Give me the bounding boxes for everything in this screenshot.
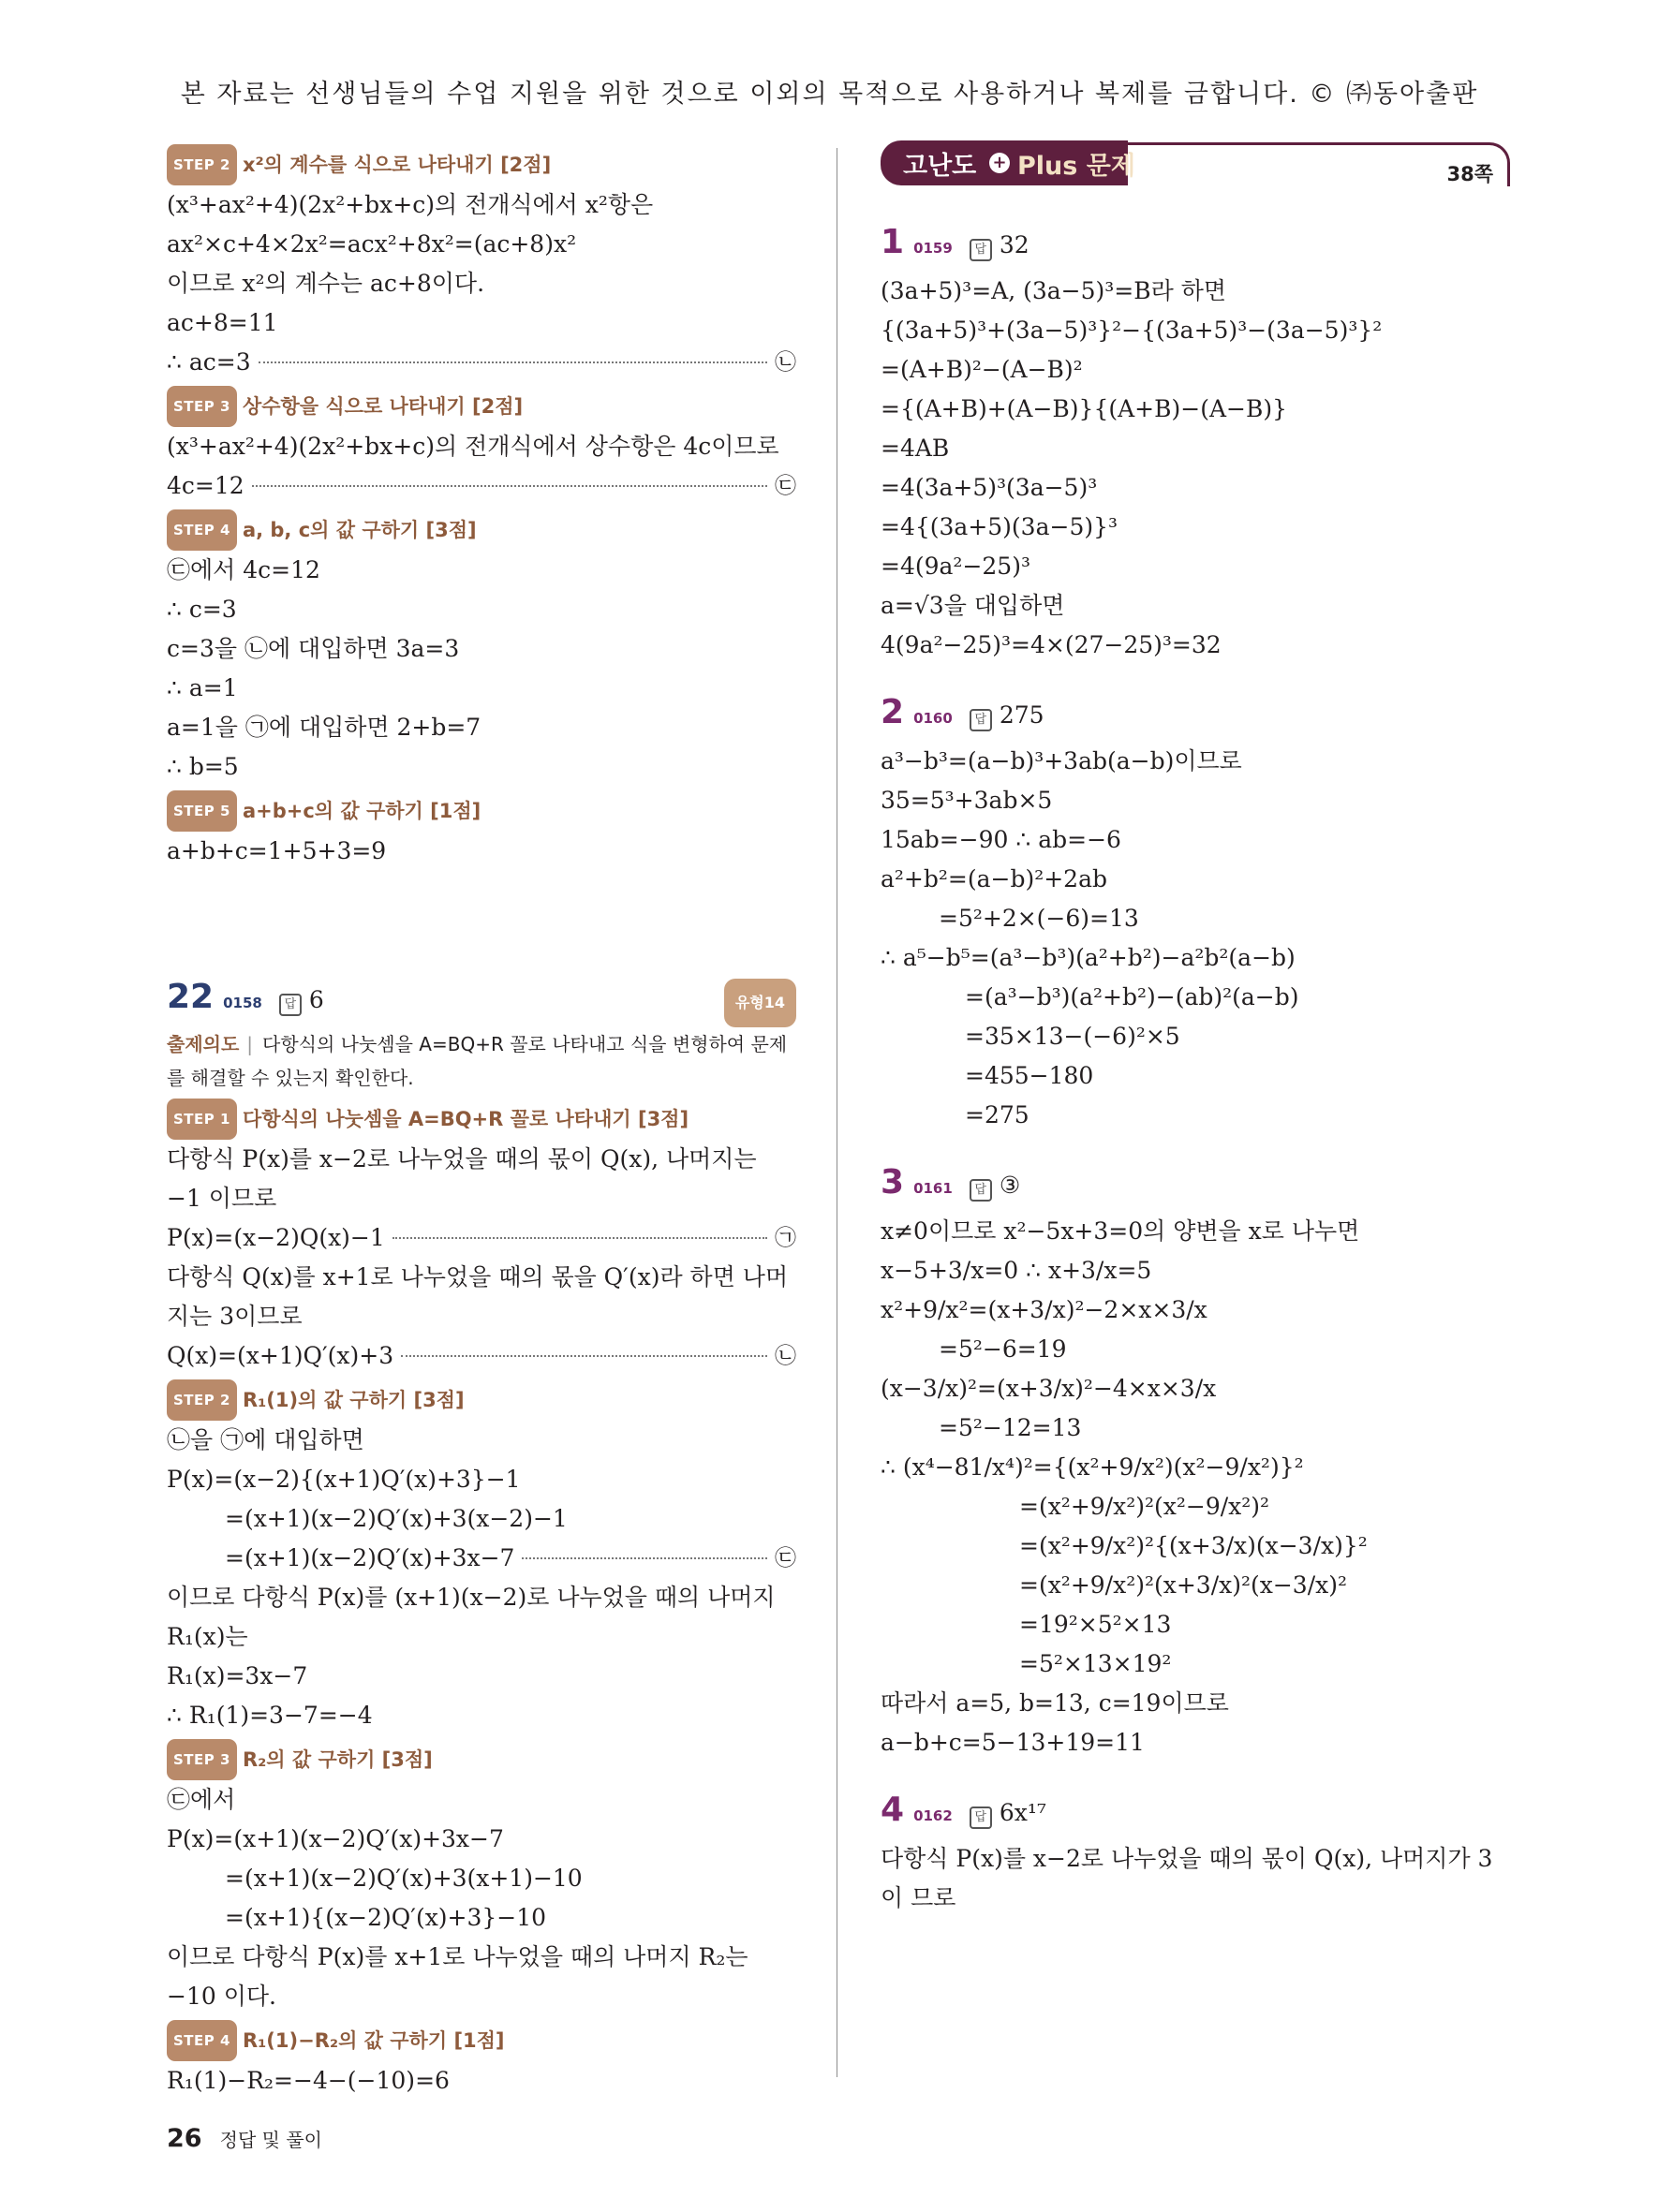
solution-line: 따라서 a=5, b=13, c=19이므로 — [881, 1689, 1229, 1717]
text-line: 다항식 P(x)를 x−2로 나누었을 때의 몫이 Q(x), 나머지는 −1 이므로 — [167, 1145, 757, 1212]
text-line: 이므로 다항식 P(x)를 x+1로 나누었을 때의 나머지 R₂는 −10 이다. — [167, 1943, 748, 2010]
equation-text: P(x)=(x−2)Q(x)−1 — [167, 1224, 385, 1251]
text-line: =(x+1)(x−2)Q′(x)+3(x+1)−10 — [225, 1865, 583, 1892]
text-line: ∴ a=1 — [167, 674, 238, 701]
solution-line: =455−180 — [965, 1062, 1094, 1089]
solution-line: ∴ (x⁴−81/x⁴)²={(x²+9/x²)(x²−9/x²)}² — [881, 1453, 1304, 1481]
question-code: 0160 — [913, 710, 953, 727]
q21-solution-continued — [167, 144, 796, 871]
solution-line: a²+b²=(a−b)²+2ab — [881, 865, 1107, 892]
question-number: 4 — [881, 1791, 905, 1829]
question-number: 2 — [881, 693, 905, 731]
question-number: 3 — [881, 1163, 905, 1202]
question-code: 0161 — [913, 1180, 953, 1197]
page-footer — [167, 2124, 322, 2153]
solution-line: =4AB — [881, 435, 950, 462]
solution-line: 4(9a²−25)³=4×(27−25)³=32 — [881, 631, 1222, 658]
answer-icon: 답 — [279, 994, 302, 1016]
footer-title: 정답 및 풀이 — [219, 2129, 322, 2151]
answer-value: ③ — [999, 1172, 1021, 1199]
text-line: ∴ R₁(1)=3−7=−4 — [167, 1702, 373, 1729]
plus-questions — [881, 219, 1510, 1918]
question-header — [881, 1787, 1510, 1839]
text-line: a+b+c=1+5+3=9 — [167, 837, 387, 864]
text-line: 이므로 다항식 P(x)를 (x+1)(x−2)로 나누었을 때의 나머지 R₁(x)는 — [167, 1584, 776, 1650]
q22-solution — [167, 1099, 796, 2101]
question-1 — [881, 219, 1510, 665]
equation-text: Q(x)=(x+1)Q′(x)+3 — [167, 1342, 394, 1369]
text-line: R₁(x)=3x−7 — [167, 1662, 308, 1689]
solution-line: =5²×13×19² — [1019, 1650, 1172, 1677]
copyright-notice: 본 자료는 선생님들의 수업 지원을 위한 것으로 이외의 목적으로 사용하거나 복제를 금합니다. © ㈜동아출판 — [180, 80, 1479, 109]
text-line: a=1을 ㉠에 대입하면 2+b=7 — [167, 714, 481, 741]
solution-line: =(x²+9/x²)²(x+3/x)²(x−3/x)² — [1019, 1571, 1347, 1599]
solution-line: =19²×5²×13 — [1019, 1611, 1172, 1638]
solution-line: (3a+5)³=A, (3a−5)³=B라 하면 — [881, 277, 1226, 304]
text-line: ㉢에서 4c=12 — [167, 556, 320, 583]
step-badge: STEP 1 — [167, 1099, 237, 1140]
step-title: R₁(1)의 값 구하기 [3점] — [242, 1389, 465, 1411]
step-heading — [167, 1739, 796, 1780]
step-badge: STEP 5 — [167, 790, 237, 832]
answer-icon: 답 — [970, 709, 992, 731]
equation-marker: ㉠ — [775, 1226, 796, 1250]
section-header — [881, 140, 1510, 202]
question-number: 1 — [881, 223, 905, 261]
section-subtitle: Plus 문제 — [1017, 152, 1135, 181]
step-badge: STEP 2 — [167, 1379, 237, 1421]
question-number: 22 — [167, 978, 215, 1016]
question-code: 0159 — [913, 240, 953, 257]
question-gap — [881, 665, 1510, 680]
question-gap — [881, 1762, 1510, 1777]
step-heading — [167, 386, 796, 427]
question-gap — [881, 1135, 1510, 1150]
intent-separator: | — [246, 1033, 254, 1055]
text-line: R₁(1)−R₂=−4−(−10)=6 — [167, 2067, 450, 2094]
step-title: R₁(1)−R₂의 값 구하기 [1점] — [242, 2029, 505, 2052]
step-title: 상수항을 식으로 나타내기 [2점] — [242, 395, 524, 418]
answer-icon: 답 — [970, 1806, 992, 1829]
text-line: ax²×c+4×2x²=acx²+8x²=(ac+8)x² — [167, 230, 577, 258]
step-badge: STEP 4 — [167, 2020, 237, 2061]
equation-marker: ㉡ — [775, 1344, 796, 1368]
question-header — [881, 1159, 1510, 1212]
solution-line: 다항식 P(x)를 x−2로 나누었을 때의 몫이 Q(x), 나머지가 3이 므로 — [881, 1845, 1493, 1911]
left-column — [167, 140, 796, 2101]
equation-line — [167, 1539, 796, 1578]
question-2 — [881, 665, 1510, 1135]
text-line: 이므로 x²의 계수는 ac+8이다. — [167, 270, 485, 297]
solution-line: =4(3a+5)³(3a−5)³ — [881, 474, 1098, 501]
question-intent — [167, 1027, 796, 1095]
section-title: 고난도 — [903, 152, 977, 181]
equation-line — [167, 1218, 796, 1258]
solution-line: ={(A+B)+(A−B)}{(A+B)−(A−B)} — [881, 395, 1287, 422]
solution-line: {(3a+5)³+(3a−5)³}²−{(3a+5)³−(3a−5)³}² — [881, 317, 1383, 344]
question-code: 0158 — [223, 995, 262, 1011]
dot-leader — [393, 1237, 767, 1239]
solution-line: ∴ a⁵−b⁵=(a³−b³)(a²+b²)−a²b²(a−b) — [881, 944, 1296, 971]
question-22 — [167, 974, 796, 2101]
equation-line — [167, 466, 796, 506]
solution-line: =(a³−b³)(a²+b²)−(ab)²(a−b) — [965, 983, 1299, 1010]
page-number: 26 — [167, 2124, 202, 2153]
step-heading — [167, 1099, 796, 1140]
equation-text: ∴ ac=3 — [167, 348, 251, 376]
text-line: 다항식 Q(x)를 x+1로 나누었을 때의 몫을 Q′(x)라 하면 나머지는 3이므로 — [167, 1263, 789, 1330]
answer-value: 6x¹⁷ — [999, 1799, 1046, 1826]
solution-line: =(x²+9/x²)²(x²−9/x²)² — [1019, 1493, 1270, 1520]
text-line: (x³+ax²+4)(2x²+bx+c)의 전개식에서 x²항은 — [167, 191, 654, 218]
text-line: ㉢에서 — [167, 1786, 236, 1813]
text-line: c=3을 ㉡에 대입하면 3a=3 — [167, 635, 460, 662]
question-code: 0162 — [913, 1807, 953, 1824]
equation-text: =(x+1)(x−2)Q′(x)+3x−7 — [225, 1544, 515, 1571]
text-line: P(x)=(x+1)(x−2)Q′(x)+3x−7 — [167, 1825, 504, 1852]
answer-icon: 답 — [970, 239, 992, 261]
solution-line: =5²−6=19 — [939, 1335, 1067, 1363]
step-heading — [167, 509, 796, 551]
solution-line: =5²−12=13 — [939, 1414, 1082, 1441]
equation-marker: ㉢ — [775, 1546, 796, 1571]
question-header — [881, 219, 1510, 272]
solution-line: 15ab=−90 ∴ ab=−6 — [881, 826, 1121, 853]
solution-line: a³−b³=(a−b)³+3ab(a−b)이므로 — [881, 747, 1242, 774]
equation-marker: ㉡ — [775, 350, 796, 375]
solution-line: x≠0이므로 x²−5x+3=0의 양변을 x로 나누면 — [881, 1217, 1360, 1245]
answer-value: 32 — [999, 231, 1029, 258]
type-badge: 유형14 — [724, 979, 796, 1027]
solution-line: x−5+3/x=0 ∴ x+3/x=5 — [881, 1257, 1152, 1284]
step-badge: STEP 3 — [167, 1739, 237, 1780]
step-heading — [167, 2020, 796, 2061]
answer-value: 6 — [308, 986, 324, 1013]
solution-line: a=√3을 대입하면 — [881, 592, 1065, 619]
intent-label: 출제의도 — [167, 1033, 240, 1055]
step-heading — [167, 790, 796, 832]
dot-leader — [522, 1557, 767, 1559]
solution-line: =5²+2×(−6)=13 — [939, 905, 1139, 932]
solution-line: =4{(3a+5)(3a−5)}³ — [881, 513, 1118, 540]
question-3 — [881, 1135, 1510, 1762]
equation-line — [167, 343, 796, 382]
dot-leader — [401, 1355, 767, 1357]
step-badge: STEP 3 — [167, 386, 237, 427]
text-line: (x³+ax²+4)(2x²+bx+c)의 전개식에서 상수항은 4c이므로 — [167, 433, 779, 460]
question-header — [167, 974, 796, 1027]
solution-line: a−b+c=5−13+19=11 — [881, 1729, 1145, 1756]
step-title: R₂의 값 구하기 [3점] — [242, 1748, 433, 1771]
answer-icon: 답 — [970, 1179, 992, 1202]
right-column — [881, 140, 1510, 1918]
step-title: x²의 계수를 식으로 나타내기 [2점] — [242, 154, 552, 176]
step-badge: STEP 2 — [167, 144, 237, 185]
solution-line: =275 — [965, 1101, 1029, 1128]
answer-value: 275 — [999, 701, 1044, 729]
dot-leader — [259, 361, 767, 363]
text-line: =(x+1){(x−2)Q′(x)+3}−10 — [225, 1904, 547, 1931]
text-line: P(x)=(x−2){(x+1)Q′(x)+3}−1 — [167, 1466, 521, 1493]
text-line: ㉡을 ㉠에 대입하면 — [167, 1426, 364, 1453]
text-line: ∴ c=3 — [167, 596, 237, 623]
text-line: ac+8=11 — [167, 309, 278, 336]
solution-line: (x−3/x)²=(x+3/x)²−4×x×3/x — [881, 1375, 1217, 1402]
step-title: a, b, c의 값 구하기 [3점] — [242, 519, 477, 541]
equation-marker: ㉢ — [775, 474, 796, 498]
step-heading — [167, 144, 796, 185]
question-4 — [881, 1762, 1510, 1918]
solution-line: =4(9a²−25)³ — [881, 553, 1030, 580]
plus-icon: + — [989, 153, 1010, 173]
step-title: a+b+c의 값 구하기 [1점] — [242, 800, 481, 822]
text-line: =(x+1)(x−2)Q′(x)+3(x−2)−1 — [225, 1505, 568, 1532]
equation-text: 4c=12 — [167, 472, 244, 499]
text-line: ∴ b=5 — [167, 753, 239, 780]
solution-line: =(x²+9/x²)²{(x+3/x)(x−3/x)}² — [1019, 1532, 1368, 1559]
solution-line: 35=5³+3ab×5 — [881, 787, 1053, 814]
step-badge: STEP 4 — [167, 509, 237, 551]
step-heading — [167, 1379, 796, 1421]
section-page-ref: 38쪽 — [1446, 163, 1493, 185]
equation-line — [167, 1336, 796, 1376]
solution-line: x²+9/x²=(x+3/x)²−2×x×3/x — [881, 1296, 1207, 1323]
solution-line: =(A+B)²−(A−B)² — [881, 356, 1083, 383]
step-title: 다항식의 나눗셈을 A=BQ+R 꼴로 나타내기 [3점] — [242, 1108, 689, 1130]
question-header — [881, 689, 1510, 742]
solution-line: =35×13−(−6)²×5 — [965, 1023, 1180, 1050]
dot-leader — [252, 485, 767, 487]
intent-text: 다항식의 나눗셈을 A=BQ+R 꼴로 나타내고 식을 변형하여 문제를 해결할 수 있는지 확인한다. — [167, 1033, 788, 1089]
